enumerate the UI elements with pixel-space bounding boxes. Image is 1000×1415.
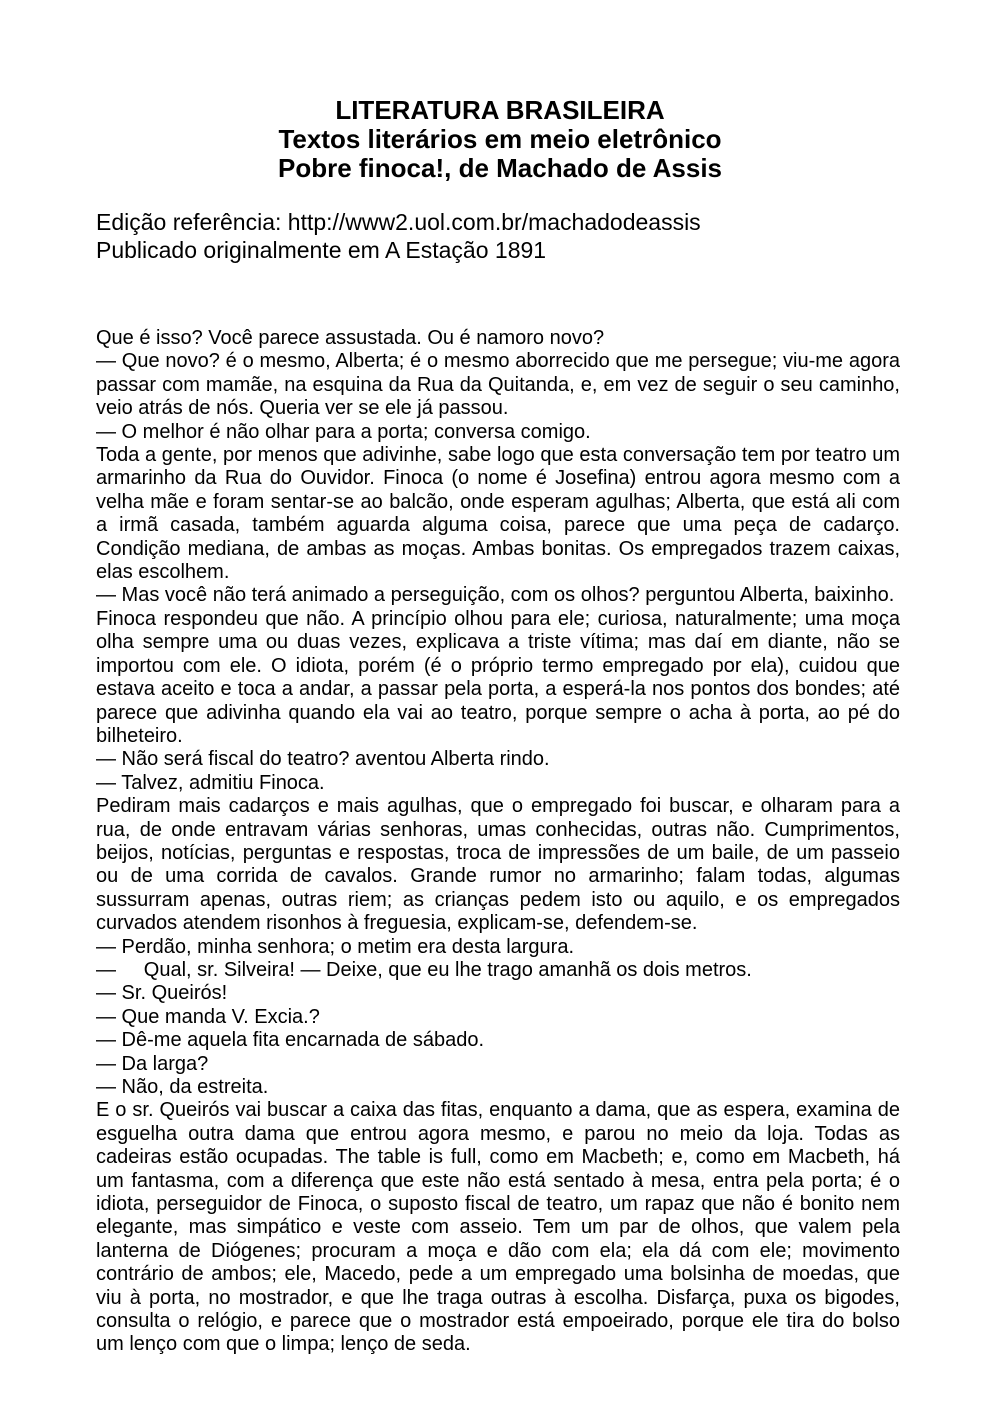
document-work-title: Pobre finoca!, de Machado de Assis (277, 153, 723, 183)
paragraph: Toda a gente, por menos que adivinhe, sabe logo que esta conversação tem por teatro um armarinho da Rua do Ouvidor. Finoca (o nome é Josefina) entrou agora mesmo com a velha mãe e foram sentar-se ao balcão, onde esperam agulhas; Alberta, que está ali com a irmã casada, também aguarda alguma coisa, parece que uma peça de cadarço. Condição mediana, de ambas as moças. Ambas bonitas. Os empregados trazem caixas, elas escolhem. (96, 444, 900, 584)
paragraph: — Mas você não terá animado a perseguição, com os olhos? perguntou Alberta, baixinho. (96, 584, 895, 607)
paragraph: — Qual, sr. Silveira! — Deixe, que eu lhe trago amanhã os dois metros. (96, 958, 752, 981)
paragraph: Que é isso? Você parece assustada. Ou é namoro novo? (96, 327, 605, 349)
paragraph: — Não será fiscal do teatro? aventou Alberta rindo. (96, 748, 550, 771)
paragraph: — Perdão, minha senhora; o metim era desta largura. (96, 935, 575, 958)
paragraph: E o sr. Queirós vai buscar a caixa das fitas, enquanto a dama, que as espera, examina de esguelha outra dama que entrou agora mesmo, e parou no meio da loja. Todas as cadeiras estão ocupadas. The table is full, como em Macbeth; e, como em Macbeth, há um fantasma, com a diferença que este não está sentado à mesa, entra pela porta; é o idiota, perseguidor de Finoca, o suposto fiscal de teatro, um rapaz que não é bonito nem elegante, mas simpático e veste com asseio. Tem um par de olhos, que valem pela lanterna de Diógenes; procuram a moça e dão com ela; ela dá com ele; movimento contrário de ambos; ele, Macedo, pede a um empregado uma bolsinha de moedas, que viu à porta, no mostrador, e que lhe traga outras à escolha. Disfarça, puxa os bigodes, consulta o relógio, e parece que o mostrador está empoeirado, porque ele tira do bolso um lenço com que o limpa; lenço de seda. (96, 1099, 900, 1356)
paragraph: — Que manda V. Excia.? (96, 1005, 320, 1028)
document-series-title: LITERATURA BRASILEIRA (335, 95, 665, 125)
reference-publication-line: Publicado originalmente em A Estação 1891 (96, 237, 547, 263)
body-text (96, 327, 900, 1357)
paragraph: — Dê-me aquela fita encarnada de sábado. (96, 1029, 485, 1052)
paragraph: — O melhor é não olhar para a porta; conversa comigo. (96, 420, 591, 443)
paragraph: — Sr. Queirós! (96, 982, 228, 1005)
document-subtitle: Textos literários em meio eletrônico (278, 124, 722, 154)
paragraph: — Que novo? é o mesmo, Alberta; é o mesmo aborrecido que me persegue; viu-me agora passar com mamãe, na esquina da Rua da Quitanda, e, em vez de seguir o seu caminho, veio atrás de nós. Queria ver se ele já passou. (96, 350, 900, 420)
paragraph: — Da larga? (96, 1052, 209, 1075)
reference-edition-line: Edição referência: http://www2.uol.com.br/machadodeassis (96, 209, 701, 235)
paragraph: — Não, da estreita. (96, 1076, 269, 1098)
paragraph: Pediram mais cadarços e mais agulhas, que o empregado foi buscar, e olharam para a rua, de onde entravam várias senhoras, umas conhecidas, outras não. Cumprimentos, beijos, notícias, perguntas e respostas, troca de impressões de um baile, de um passeio ou de uma corrida de cavalos. Grande rumor no armarinho; falam todas, algumas sussurram apenas, outras riem; as crianças pedem isto ou aquilo, e os empregados curvados atendem risonhos à freguesia, explicam-se, defendem-se. (96, 795, 900, 935)
paragraph: Finoca respondeu que não. A princípio olhou para ele; curiosa, naturalmente; uma moça olha sempre uma ou duas vezes, explicava a triste vítima; mas daí em diante, não se importou com ele. O idiota, porém (é o próprio termo empregado por ela), cuidou que estava aceito e toca a andar, a passar pela porta, a esperá-la nos pontos dos bondes; até parece que adivinha quando ela vai ao teatro, porque sempre o acha à porta, ao pé do bilheteiro. (96, 607, 900, 747)
paragraph: — Talvez, admitiu Finoca. (96, 771, 325, 794)
title-block (0, 96, 1000, 183)
reference-block (96, 208, 956, 264)
